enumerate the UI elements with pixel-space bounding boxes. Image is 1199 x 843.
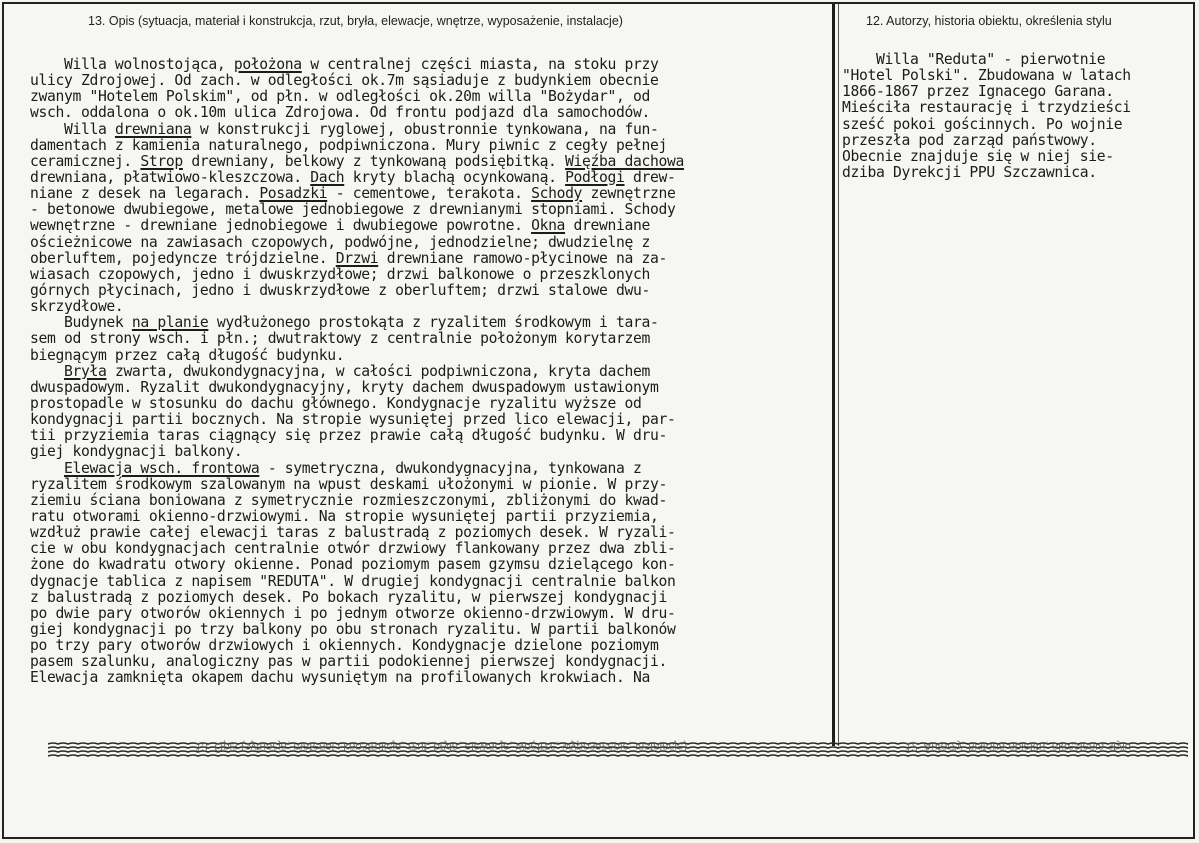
text-line [30,477,828,493]
text-segment: pasem szalunku, analogiczny pas w partii podokiennej pierwszej kondygnacji. [30,653,667,671]
text-line [30,364,828,380]
text-line [30,396,828,412]
text-line [30,57,828,73]
text-line [30,444,828,460]
text-line [30,73,828,89]
underlined-term: Schody [531,185,583,203]
text-segment: drewniana, płatwiowo-kleszczowa. [30,168,311,186]
text-segment [30,363,64,380]
text-segment: oberluftem, pojedyncze trójdzielne. [30,249,336,267]
text-segment: sem od strony wsch. i płn.; dwutraktowy z centralnie położonym korytarzem [30,330,650,348]
column-divider [832,4,835,746]
underlined-term: Bryła [63,362,107,380]
text-segment: wsch. oddalona o ok.10m ulica Zdrojowa. Od frontu podjazd dla samochodów. [30,104,650,122]
text-segment: po dwie pary otworów okiennych i po jednym otworze okienno-drzwiowym. W dru- [30,604,676,622]
text-segment: ościeżnicowe na zawiasach czopowych, podwójne, jednodzielne; dwudzielnę z [30,233,650,251]
mirrored-footer-right: 12. Autorzy, historia obiektu, określenia stylu [905,740,1132,752]
text-line [30,235,828,251]
text-segment: drew- [624,168,676,186]
text-line: Obecnie znajduje się w niej sie- [842,147,1114,165]
text-segment [30,460,64,477]
underlined-term: Elewacja wsch. frontowa [63,459,260,477]
text-line: Willa "Reduta" - pierwotnie [842,52,1106,68]
underlined-term: Strop [140,152,183,170]
text-segment: - betonowe dwubiegowe, metalowe jednobiegowe z drewnianymi stopniami. Schody [30,201,676,219]
text-segment: ceramicznej. [30,152,141,170]
text-line [30,670,828,686]
text-segment: tii przyziemia taras ciągnący się przez prawie całą długość budynku. W dru- [30,427,667,445]
text-line [30,186,828,202]
text-segment: - cementowe, terakota. [327,185,532,203]
text-line [30,267,828,283]
text-line [30,461,828,477]
text-segment: prostopadle w stosunku do dachu głównego. Kondygnacje ryzalitu wyższe od [30,394,642,412]
text-segment: wzdłuż prawie całej elewacji taras z balustradą z poziomych desek. W ryzali- [30,524,676,542]
text-segment: żone do kwadratu otwory okienne. Ponad poziomym pasem gzymsu dzielącego kon- [30,556,676,574]
text-segment: dygnacje tablica z napisem "REDUTA". W drugiej kondygnacji centralnie balkon [30,572,676,590]
text-segment: damentach z kamienia naturalnego, podpiwniczona. Mury piwnic z cegły pełnej [30,136,667,154]
text-segment: z balustradą z poziomych desek. Po bokach ryzalitu, w pierwszej kondygnacji [30,588,667,606]
text-segment: zewnętrzne [582,185,676,203]
text-line [30,428,828,444]
text-segment: w konstrukcji ryglowej, obustronnie tynkowana, na fun- [191,120,659,138]
text-line [30,654,828,670]
underlined-term: Drzwi [335,249,379,267]
text-segment: Willa wolnostojąca, [30,57,234,73]
history-text [842,52,1199,181]
text-segment: giej kondygnacji po trzy balkony po obu stronach ryzalitu. W partii balkonów [30,620,676,638]
text-line [30,509,828,525]
text-line [30,218,828,234]
text-segment: Elewacja zamknięta okapem dachu wysuniętym na profilowanych krokwiach. Na [30,669,650,687]
text-segment: górnych płycinach, jedno i dwuskrzydłowe z oberluftem; drzwi stalowe dwu- [30,281,650,299]
text-line: Mieściła restaurację i trzydzieści [842,99,1131,117]
text-segment: cie w obu kondygnacjach centralnie otwór drzwiowy flankowany przez dwa zbli- [30,540,676,558]
text-segment: drewniany, belkowy z tynkowaną podsiębitką. [182,152,566,170]
text-line [30,154,828,170]
text-line: sześć pokoi gościnnych. Po wojnie [842,115,1123,133]
text-line [30,138,828,154]
text-line [30,541,828,557]
text-line [30,105,828,121]
text-line: przeszła pod zarząd państwowy. [842,131,1097,149]
text-segment: kondygnacji partii bocznych. Na stropie wysuniętej przed lico elewacji, par- [30,411,676,429]
text-line [30,638,828,654]
text-segment: ratu otworami okienno-drzwiowymi. Na stropie wysuniętej partii przyziemia, [30,507,659,525]
text-segment: ziemiu ściana boniowana z symetrycznie rozmieszczonymi, zbliżonymi do kwad- [30,491,667,509]
text-segment: niane z desek na legarach. [30,185,260,203]
text-segment: kryty blachą ocynkowaną. [344,168,566,186]
text-segment: zwanym "Hotelem Polskim", od płn. w odległości ok.20m willa "Bożydar", od [30,88,650,106]
text-line [30,557,828,573]
underlined-term: Dach [310,168,345,186]
column-divider-thin [838,4,839,746]
text-segment: dwuspadowym. Ryzalit dwukondygnacyjny, kryty dachem dwuspadowym ustawionym [30,378,659,396]
section-13-header: 13. Opis (sytuacja, materiał i konstrukcja, rzut, bryła, elewacje, wnętrze, wyposażenie, instalacje) [88,14,623,28]
underlined-term: na planie [131,314,209,332]
text-segment: Willa [30,120,115,138]
text-line [30,170,828,186]
text-line [30,590,828,606]
text-segment: drewniane ramowo-płycinowe na za- [378,249,667,267]
text-segment: Budynek [30,314,132,332]
text-line [30,348,828,364]
text-line: 1866-1867 przez Ignacego Garana. [842,83,1114,101]
text-line [30,574,828,590]
text-line [30,315,828,331]
text-line [30,525,828,541]
mirrored-footer-left: 13. Opis (sytuacja, materiał i konstrukcja, rzut, bryła, elewacje, wnętrze, wyposażenie, instalacje) [195,740,688,752]
text-line [30,283,828,299]
underlined-term: Posadzki [259,185,328,203]
text-segment: wewnętrzne - drewniane jednobiegowe i dwubiegowe powrotne. [30,217,532,235]
text-line [30,493,828,509]
section-12-header: 12. Autorzy, historia obiektu, określenia stylu [866,14,1112,28]
text-line: dziba Dyrekcji PPU Szczawnica. [842,163,1097,181]
text-line [30,299,828,315]
underlined-term: drewniana [114,120,192,138]
text-line [30,606,828,622]
text-segment: ryzalitem środkowym szalowanym na wpust deskami ułożonymi w pionie. W przy- [30,475,667,493]
text-segment: biegnącym przez całą długość budynku. [30,346,345,364]
underlined-term: położona [233,57,302,73]
text-segment: - symetryczna, dwukondygnacyjna, tynkowana z [259,459,642,477]
text-segment: zwarta, dwukondygnacyjna, w całości podpiwniczona, kryta dachem [106,362,650,380]
text-line [30,251,828,267]
text-line [30,622,828,638]
text-line: "Hotel Polski". Zbudowana w latach [842,67,1131,85]
text-segment: wydłużonego prostokąta z ryzalitem środkowym i tara- [208,314,659,332]
text-line [30,331,828,347]
description-text [30,57,828,686]
text-line [30,412,828,428]
text-segment: w centralnej części miasta, na stoku przy [301,57,659,73]
text-segment: ulicy Zdrojowej. Od zach. w odległości ok.7m sąsiaduje z budynkiem obecnie [30,72,659,90]
wave-line [48,755,1188,756]
text-line [30,380,828,396]
text-segment: po trzy pary otworów drzwiowych i okiennych. Kondygnacje dzielone poziomym [30,637,659,655]
text-segment: skrzydłowe. [30,298,124,316]
underlined-term: Okna [531,217,566,235]
underlined-term: Podłogi [565,168,625,186]
text-line [30,89,828,105]
text-segment: drewniane [565,217,650,235]
underlined-term: Więźba dachowa [565,152,684,170]
text-line [30,202,828,218]
text-segment: giej kondygnacji balkony. [30,443,243,461]
text-segment: wiasach czopowych, jedno i dwuskrzydłowe; drzwi balkonowe o przeszklonych [30,265,650,283]
text-line [30,122,828,138]
